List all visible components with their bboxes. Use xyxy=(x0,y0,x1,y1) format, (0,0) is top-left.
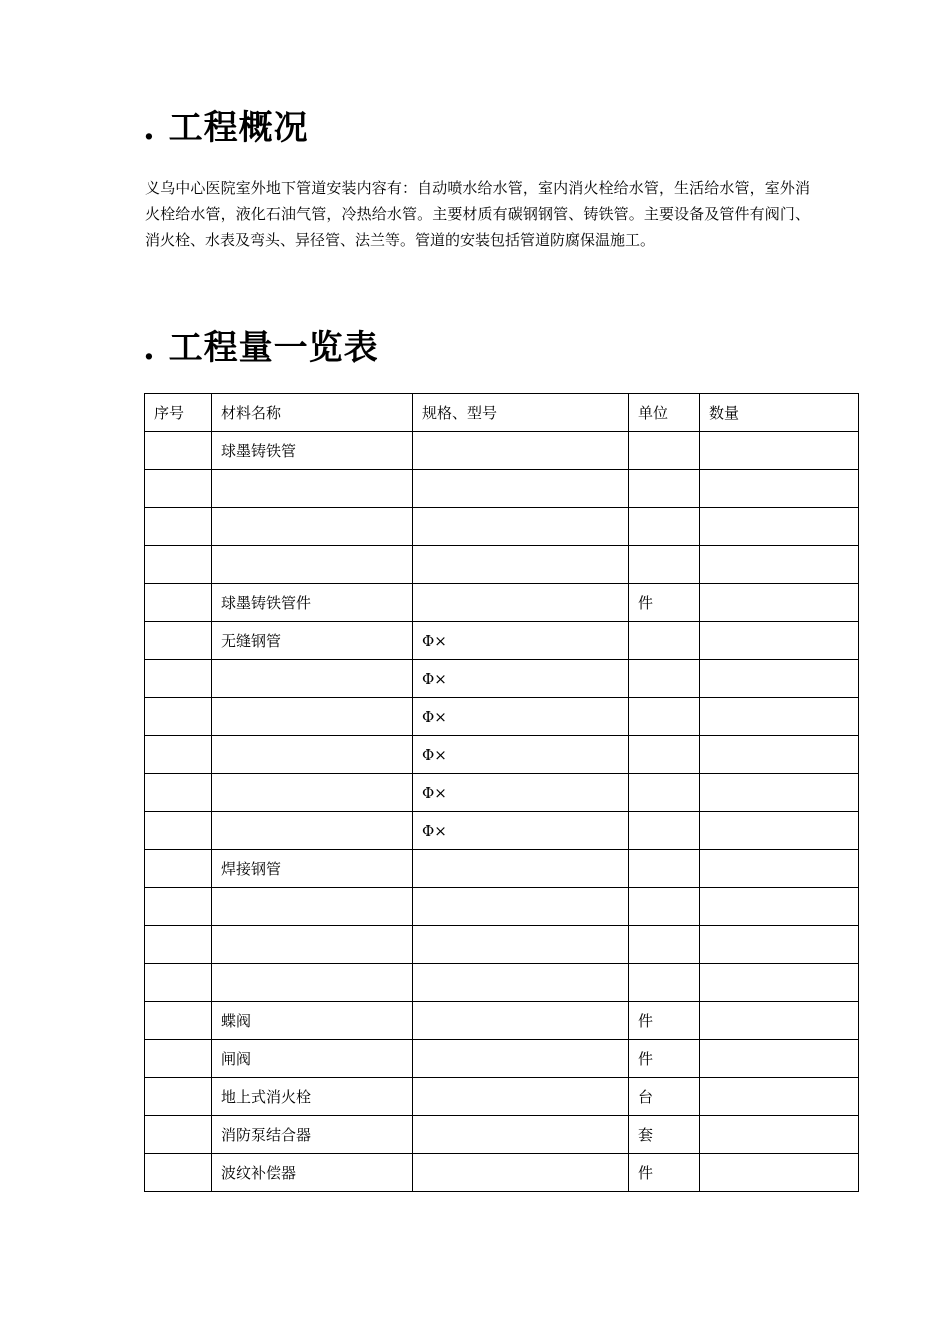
table-row xyxy=(145,1002,859,1040)
header-cell-spec: 规格、型号 xyxy=(413,394,629,432)
table-row xyxy=(145,546,859,584)
quantity-table xyxy=(144,393,859,1192)
section-heading-overview: . 工程概况 xyxy=(143,108,309,148)
cell-unit xyxy=(629,926,700,964)
cell-material: 球墨铸铁管件 xyxy=(212,584,413,622)
cell-unit: 套 xyxy=(629,1116,700,1154)
cell-material xyxy=(212,774,413,812)
cell-quantity xyxy=(700,1154,859,1192)
cell-index xyxy=(145,1078,212,1116)
cell-material xyxy=(212,926,413,964)
cell-material: 焊接钢管 xyxy=(212,850,413,888)
header-cell-index: 序号 xyxy=(145,394,212,432)
cell-index xyxy=(145,660,212,698)
cell-index xyxy=(145,736,212,774)
cell-index xyxy=(145,812,212,850)
table-row xyxy=(145,850,859,888)
cell-index xyxy=(145,888,212,926)
cell-spec xyxy=(413,1002,629,1040)
cell-spec xyxy=(413,1040,629,1078)
cell-index xyxy=(145,508,212,546)
table-row xyxy=(145,1154,859,1192)
cell-unit xyxy=(629,432,700,470)
table-row xyxy=(145,622,859,660)
header-cell-quantity: 数量 xyxy=(700,394,859,432)
table-row xyxy=(145,736,859,774)
cell-spec xyxy=(413,584,629,622)
cell-unit xyxy=(629,774,700,812)
table-row xyxy=(145,888,859,926)
cell-unit xyxy=(629,812,700,850)
table-row xyxy=(145,660,859,698)
cell-unit: 件 xyxy=(629,584,700,622)
cell-material xyxy=(212,660,413,698)
cell-spec xyxy=(413,850,629,888)
cell-unit: 件 xyxy=(629,1002,700,1040)
cell-index xyxy=(145,546,212,584)
overview-paragraph: 义乌中心医院室外地下管道安装内容有：自动喷水给水管，室内消火栓给水管，生活给水管，室外消火栓给水管，液化石油气管，冷热给水管。主要材质有碳钢钢管、铸铁管。主要设备及管件有阀门、消火栓、水表及弯头、异径管、法兰等。管道的安装包括管道防腐保温施工。 xyxy=(145,179,810,249)
cell-material xyxy=(212,888,413,926)
cell-unit xyxy=(629,698,700,736)
cell-quantity xyxy=(700,888,859,926)
cell-spec xyxy=(413,508,629,546)
cell-quantity xyxy=(700,432,859,470)
cell-unit xyxy=(629,888,700,926)
cell-spec: Φ× xyxy=(413,698,629,736)
cell-material: 蝶阀 xyxy=(212,1002,413,1040)
cell-index xyxy=(145,622,212,660)
cell-unit xyxy=(629,850,700,888)
cell-unit xyxy=(629,622,700,660)
cell-spec xyxy=(413,546,629,584)
cell-material: 球墨铸铁管 xyxy=(212,432,413,470)
cell-material xyxy=(212,546,413,584)
header-cell-unit: 单位 xyxy=(629,394,700,432)
cell-quantity xyxy=(700,736,859,774)
cell-quantity xyxy=(700,1040,859,1078)
cell-material: 地上式消火栓 xyxy=(212,1078,413,1116)
cell-material xyxy=(212,964,413,1002)
cell-material: 消防泵结合器 xyxy=(212,1116,413,1154)
cell-unit: 件 xyxy=(629,1154,700,1192)
cell-index xyxy=(145,1116,212,1154)
cell-index xyxy=(145,926,212,964)
cell-index xyxy=(145,584,212,622)
cell-index xyxy=(145,432,212,470)
cell-material xyxy=(212,698,413,736)
table-header-row xyxy=(145,394,859,432)
cell-unit xyxy=(629,964,700,1002)
cell-index xyxy=(145,1002,212,1040)
cell-spec xyxy=(413,1078,629,1116)
cell-quantity xyxy=(700,622,859,660)
cell-index xyxy=(145,1040,212,1078)
cell-spec: Φ× xyxy=(413,812,629,850)
cell-material xyxy=(212,470,413,508)
cell-quantity xyxy=(700,546,859,584)
cell-unit xyxy=(629,508,700,546)
cell-unit xyxy=(629,546,700,584)
cell-spec xyxy=(413,1154,629,1192)
section-heading-quantity-table: . 工程量一览表 xyxy=(143,328,379,368)
cell-quantity xyxy=(700,660,859,698)
table-row xyxy=(145,1040,859,1078)
cell-quantity xyxy=(700,850,859,888)
table-row xyxy=(145,1078,859,1116)
cell-quantity xyxy=(700,774,859,812)
table-row xyxy=(145,964,859,1002)
cell-material xyxy=(212,736,413,774)
cell-material xyxy=(212,812,413,850)
cell-quantity xyxy=(700,470,859,508)
cell-index xyxy=(145,964,212,1002)
cell-quantity xyxy=(700,584,859,622)
table-row xyxy=(145,926,859,964)
cell-quantity xyxy=(700,926,859,964)
table-row xyxy=(145,812,859,850)
cell-unit xyxy=(629,660,700,698)
cell-spec xyxy=(413,926,629,964)
cell-spec xyxy=(413,470,629,508)
quantity-table-body xyxy=(145,394,859,1192)
cell-quantity xyxy=(700,964,859,1002)
cell-spec xyxy=(413,888,629,926)
cell-unit: 件 xyxy=(629,1040,700,1078)
header-cell-material: 材料名称 xyxy=(212,394,413,432)
cell-spec: Φ× xyxy=(413,622,629,660)
table-row xyxy=(145,584,859,622)
cell-material: 闸阀 xyxy=(212,1040,413,1078)
cell-quantity xyxy=(700,1002,859,1040)
table-row xyxy=(145,508,859,546)
cell-spec xyxy=(413,964,629,1002)
cell-index xyxy=(145,850,212,888)
cell-spec: Φ× xyxy=(413,774,629,812)
table-row xyxy=(145,698,859,736)
table-row xyxy=(145,470,859,508)
table-row xyxy=(145,1116,859,1154)
cell-spec xyxy=(413,432,629,470)
cell-spec: Φ× xyxy=(413,660,629,698)
table-row xyxy=(145,774,859,812)
cell-quantity xyxy=(700,1116,859,1154)
cell-spec: Φ× xyxy=(413,736,629,774)
cell-spec xyxy=(413,1116,629,1154)
cell-index xyxy=(145,774,212,812)
cell-index xyxy=(145,698,212,736)
cell-index xyxy=(145,470,212,508)
cell-material: 无缝钢管 xyxy=(212,622,413,660)
cell-index xyxy=(145,1154,212,1192)
cell-unit: 台 xyxy=(629,1078,700,1116)
cell-quantity xyxy=(700,812,859,850)
cell-quantity xyxy=(700,698,859,736)
cell-material: 波纹补偿器 xyxy=(212,1154,413,1192)
cell-material xyxy=(212,508,413,546)
cell-unit xyxy=(629,736,700,774)
cell-quantity xyxy=(700,1078,859,1116)
table-row xyxy=(145,432,859,470)
cell-unit xyxy=(629,470,700,508)
cell-quantity xyxy=(700,508,859,546)
